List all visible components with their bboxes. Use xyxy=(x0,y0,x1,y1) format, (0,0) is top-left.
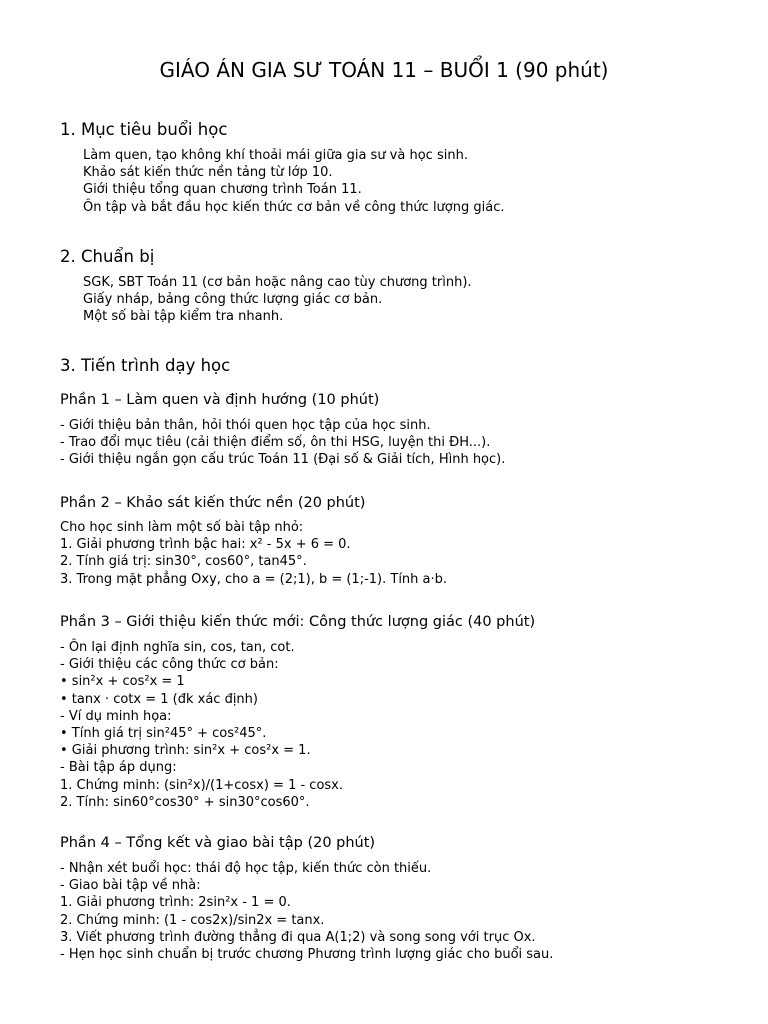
list-item: • Giải phương trình: sin²x + cos²x = 1. xyxy=(60,743,311,759)
list-item: 2. Chứng minh: (1 - cos2x)/sin2x = tanx. xyxy=(60,912,325,928)
list-item: • tanx · cotx = 1 (đk xác định) xyxy=(60,691,258,707)
list-item: • sin²x + cos²x = 1 xyxy=(60,674,185,690)
part-heading-4: Phần 4 – Tổng kết và giao bài tập (20 phút) xyxy=(60,835,376,851)
list-item: Cho học sinh làm một số bài tập nhỏ: xyxy=(60,520,304,535)
list-item: - Trao đổi mục tiêu (cải thiện điểm số, ôn thi HSG, luyện thi ĐH...). xyxy=(60,435,491,451)
list-item: 2. Tính giá trị: sin30°, cos60°, tan45°. xyxy=(60,554,307,570)
list-item: Một số bài tập kiểm tra nhanh. xyxy=(83,309,284,325)
list-item: 1. Chứng minh: (sin²x)/(1+cosx) = 1 - cosx. xyxy=(60,777,343,793)
section-heading-objectives: 1. Mục tiêu buổi học xyxy=(60,120,228,139)
list-item: Làm quen, tạo không khí thoải mái giữa gia sư và học sinh. xyxy=(83,148,468,163)
part-heading-3: Phần 3 – Giới thiệu kiến thức mới: Công thức lượng giác (40 phút) xyxy=(60,614,536,630)
list-item: - Nhận xét buổi học: thái độ học tập, kiến thức còn thiếu. xyxy=(60,861,432,876)
list-item: - Giao bài tập về nhà: xyxy=(60,878,201,894)
part-1-content xyxy=(60,417,505,469)
part-heading-2: Phần 2 – Khảo sát kiến thức nền (20 phút) xyxy=(60,495,366,511)
document-title: GIÁO ÁN GIA SƯ TOÁN 11 – BUỔI 1 (90 phút) xyxy=(159,58,609,82)
list-item: - Hẹn học sinh chuẩn bị trước chương Phương trình lượng giác cho buổi sau. xyxy=(60,947,554,963)
list-item: Giới thiệu tổng quan chương trình Toán 11. xyxy=(83,182,362,198)
list-item: - Bài tập áp dụng: xyxy=(60,760,177,776)
list-item: 3. Viết phương trình đường thẳng đi qua A(1;2) và song song với trục Ox. xyxy=(60,929,536,945)
part-heading-1: Phần 1 – Làm quen và định hướng (10 phút) xyxy=(60,392,380,408)
section-heading-preparation: 2. Chuẩn bị xyxy=(60,247,155,266)
list-item: SGK, SBT Toán 11 (cơ bản hoặc nâng cao tùy chương trình). xyxy=(83,275,472,290)
list-item: 1. Giải phương trình bậc hai: x² - 5x + 6 = 0. xyxy=(60,537,351,553)
list-item: Ôn tập và bắt đầu học kiến thức cơ bản về công thức lượng giác. xyxy=(83,199,505,215)
list-item: Giấy nháp, bảng công thức lượng giác cơ bản. xyxy=(83,292,383,308)
part-2-content xyxy=(60,519,447,588)
list-item: - Giới thiệu bản thân, hỏi thói quen học tập của học sinh. xyxy=(60,418,431,433)
list-item: • Tính giá trị sin²45° + cos²45°. xyxy=(60,726,267,742)
list-item: - Giới thiệu ngắn gọn cấu trúc Toán 11 (Đại số & Giải tích, Hình học). xyxy=(60,452,506,468)
list-item: 1. Giải phương trình: 2sin²x - 1 = 0. xyxy=(60,895,291,911)
preparation-list xyxy=(83,274,472,326)
part-4-content xyxy=(60,860,553,963)
part-3-content xyxy=(60,639,343,811)
list-item: Khảo sát kiến thức nền tảng từ lớp 10. xyxy=(83,165,333,181)
list-item: 2. Tính: sin60°cos30° + sin30°cos60°. xyxy=(60,794,310,810)
list-item: - Ví dụ minh họa: xyxy=(60,708,172,724)
list-item: - Giới thiệu các công thức cơ bản: xyxy=(60,657,279,673)
objectives-list xyxy=(83,147,504,216)
section-heading-teaching-process: 3. Tiến trình dạy học xyxy=(60,356,231,375)
list-item: - Ôn lại định nghĩa sin, cos, tan, cot. xyxy=(60,640,295,655)
list-item: 3. Trong mặt phẳng Oxy, cho a = (2;1), b = (1;-1). Tính a·b. xyxy=(60,571,448,587)
